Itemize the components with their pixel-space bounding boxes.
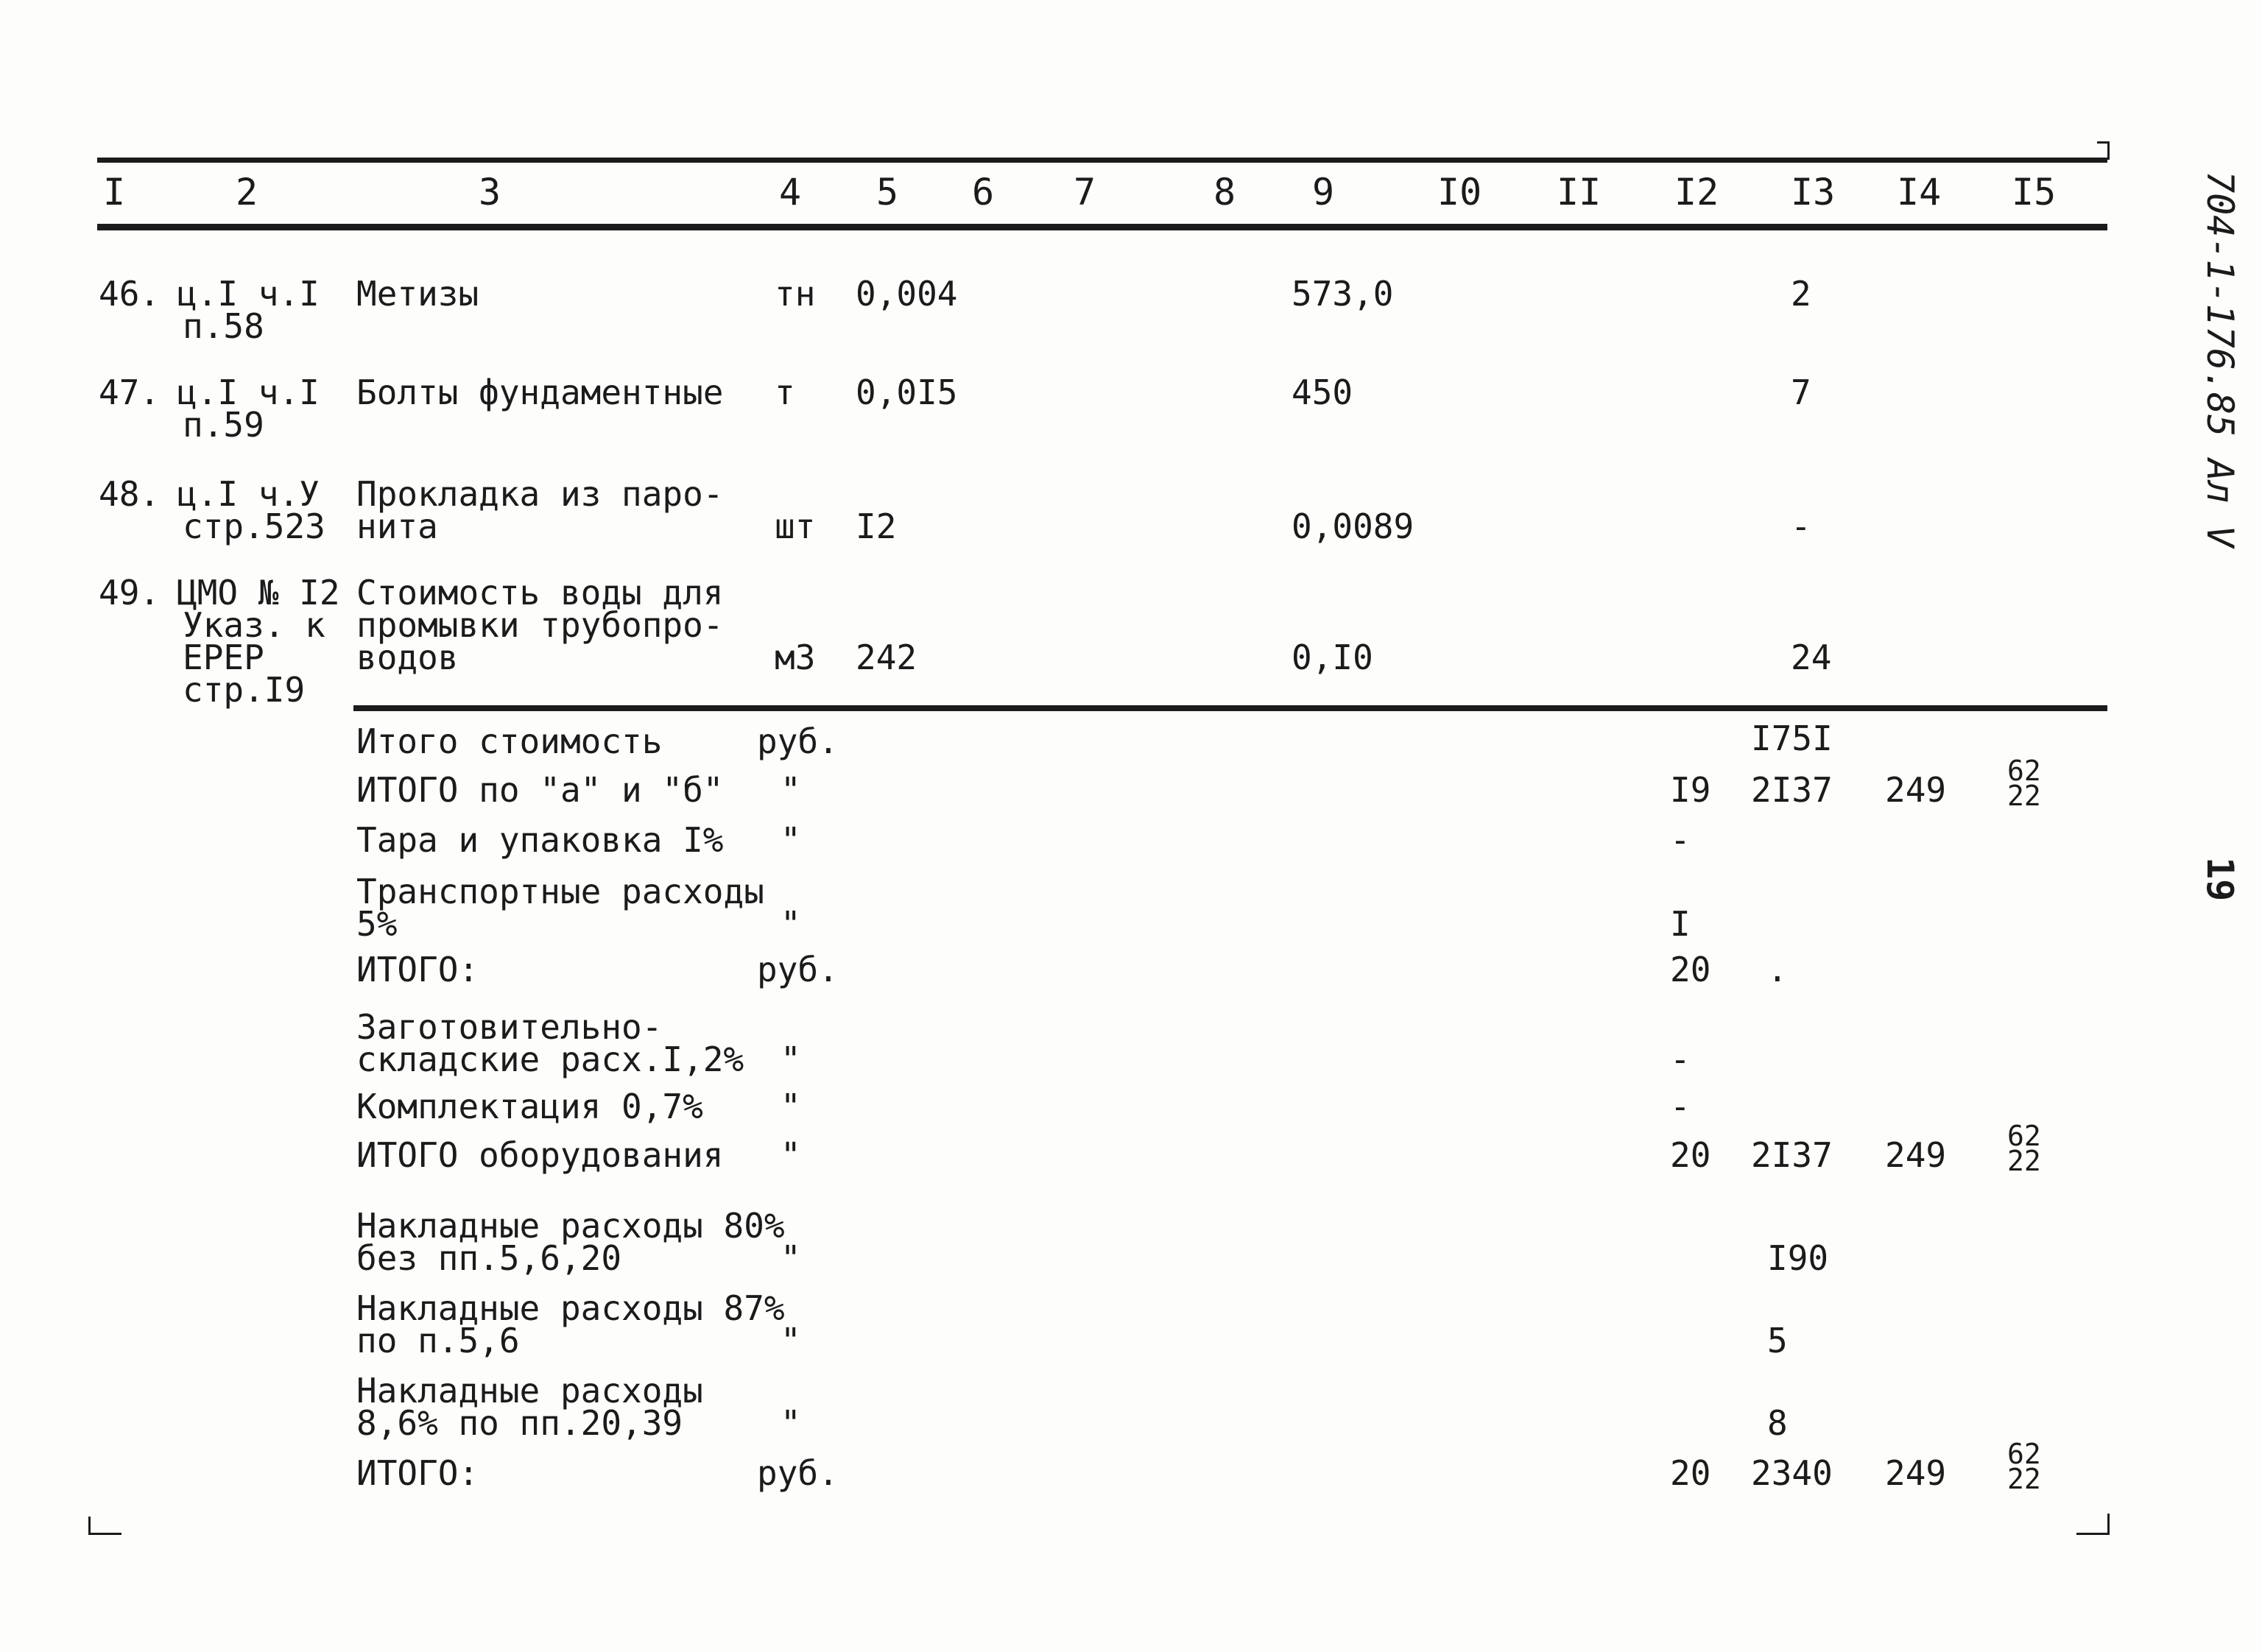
totals-unit: руб. — [757, 721, 839, 761]
totals-label: Заготовительно- — [356, 1007, 663, 1047]
row-quantity: 0,0I5 — [856, 373, 958, 412]
top-rule — [97, 158, 2107, 163]
totals-col-15-fraction — [2007, 755, 2041, 812]
totals-col-14: 249 — [1885, 1135, 1947, 1175]
row-name: Болты фундаментные — [356, 373, 724, 412]
column-header-9: 9 — [1312, 171, 1335, 213]
fraction-top: 62 — [2007, 755, 2041, 787]
totals-col-12: 20 — [1670, 950, 1711, 989]
column-header-11: II — [1557, 171, 1602, 213]
column-header-14: I4 — [1897, 171, 1942, 213]
row-name: нита — [356, 506, 438, 546]
row-number: 49. — [99, 573, 161, 613]
totals-col-12: 20 — [1670, 1453, 1711, 1493]
totals-label: Транспортные расходы — [356, 872, 764, 911]
fraction-top: 62 — [2007, 1438, 2041, 1470]
totals-col-12: I — [1670, 904, 1691, 944]
corner-mark-top-right — [2097, 141, 2110, 160]
row-price: 0,I0 — [1292, 638, 1373, 677]
row-cost: - — [1791, 506, 1811, 546]
totals-col-14: 249 — [1885, 770, 1947, 810]
totals-unit: руб. — [757, 1453, 839, 1493]
row-price: 0,0089 — [1292, 506, 1414, 546]
column-header-15: I5 — [2012, 171, 2057, 213]
row-reference: стр.523 — [183, 506, 325, 546]
row-quantity: I2 — [856, 506, 897, 546]
row-name: Стоимость воды для — [356, 573, 724, 613]
column-header-6: 6 — [972, 171, 995, 213]
totals-col-12: 20 — [1670, 1135, 1711, 1175]
row-number: 47. — [99, 373, 161, 412]
totals-col-13: I90 — [1767, 1238, 1829, 1278]
totals-rule — [353, 705, 2107, 711]
totals-col-14: 249 — [1885, 1453, 1947, 1493]
totals-label: по п.5,6 — [356, 1321, 520, 1360]
totals-col-12: - — [1670, 1087, 1691, 1126]
row-unit: м3 — [775, 638, 816, 677]
row-reference: Указ. к — [183, 605, 325, 645]
totals-label: Накладные расходы — [356, 1371, 703, 1411]
totals-unit: " — [781, 1039, 801, 1079]
totals-label: Накладные расходы 87% — [356, 1288, 785, 1328]
totals-unit: " — [781, 770, 801, 810]
totals-unit: " — [781, 1135, 801, 1175]
row-reference: ЦМО № I2 — [177, 573, 340, 613]
row-number: 48. — [99, 474, 161, 514]
row-reference: п.59 — [183, 405, 264, 445]
totals-col-15-fraction — [2007, 1438, 2041, 1495]
row-reference: ЕРЕР — [183, 638, 264, 677]
totals-label: Комплектация 0,7% — [356, 1087, 703, 1126]
totals-label: ИТОГО: — [356, 950, 479, 989]
totals-label: ИТОГО оборудования — [356, 1135, 724, 1175]
row-unit: тн — [775, 274, 816, 314]
totals-col-13: I75I — [1751, 719, 1833, 758]
row-price: 450 — [1292, 373, 1353, 412]
column-header-4: 4 — [779, 171, 802, 213]
column-header-13: I3 — [1791, 171, 1836, 213]
row-quantity: 242 — [856, 638, 917, 677]
row-number: 46. — [99, 274, 161, 314]
row-name: промывки трубопро- — [356, 605, 724, 645]
column-header-5: 5 — [876, 171, 899, 213]
totals-label: 8,6% по пп.20,39 — [356, 1403, 683, 1443]
corner-mark-bottom-left — [88, 1517, 121, 1535]
totals-col-13: 2I37 — [1751, 1135, 1833, 1175]
row-unit: шт — [775, 506, 816, 546]
fraction-bottom: 22 — [2007, 1145, 2041, 1177]
column-header-2: 2 — [236, 171, 258, 213]
row-unit: т — [775, 373, 795, 412]
row-reference: п.58 — [183, 306, 264, 346]
row-name: Метизы — [356, 274, 479, 314]
totals-col-13: 8 — [1767, 1403, 1788, 1443]
row-cost: 2 — [1791, 274, 1811, 314]
totals-label: 5% — [356, 904, 398, 944]
column-header-7: 7 — [1074, 171, 1096, 213]
totals-col-15-fraction — [2007, 1120, 2041, 1177]
totals-label: Накладные расходы 80% — [356, 1206, 785, 1246]
totals-label: Тара и упаковка I% — [356, 820, 724, 860]
totals-unit: " — [781, 904, 801, 944]
fraction-bottom: 22 — [2007, 1463, 2041, 1495]
totals-unit: " — [781, 1087, 801, 1126]
page-number: 19 — [2199, 857, 2241, 902]
row-name: Прокладка из паро- — [356, 474, 724, 514]
totals-col-13: 5 — [1767, 1321, 1788, 1360]
document-code: 704-1-176.85 Ал V — [2199, 171, 2241, 548]
column-header-1: I — [103, 171, 126, 213]
totals-col-13: . — [1767, 950, 1788, 989]
column-header-8: 8 — [1213, 171, 1236, 213]
fraction-bottom: 22 — [2007, 780, 2041, 812]
totals-unit: " — [781, 1321, 801, 1360]
corner-mark-bottom-right — [2076, 1514, 2110, 1535]
totals-label: Итого стоимость — [356, 721, 663, 761]
totals-unit: " — [781, 820, 801, 860]
column-header-10: I0 — [1437, 171, 1482, 213]
fraction-top: 62 — [2007, 1120, 2041, 1152]
column-header-3: 3 — [479, 171, 501, 213]
row-quantity: 0,004 — [856, 274, 958, 314]
totals-label: ИТОГО: — [356, 1453, 479, 1493]
totals-col-12: I9 — [1670, 770, 1711, 810]
totals-col-12: - — [1670, 1039, 1691, 1079]
row-reference: стр.I9 — [183, 670, 306, 710]
totals-unit: руб. — [757, 950, 839, 989]
row-reference: ц.I ч.I — [177, 274, 320, 314]
row-name: водов — [356, 638, 459, 677]
totals-col-13: 2I37 — [1751, 770, 1833, 810]
totals-unit: " — [781, 1238, 801, 1278]
row-price: 573,0 — [1292, 274, 1394, 314]
totals-unit: " — [781, 1403, 801, 1443]
totals-col-13: 2340 — [1751, 1453, 1833, 1493]
totals-label: ИТОГО по "а" и "б" — [356, 770, 724, 810]
row-cost: 7 — [1791, 373, 1811, 412]
header-rule — [97, 224, 2107, 230]
totals-label: складские расх.I,2% — [356, 1039, 744, 1079]
totals-col-12: - — [1670, 820, 1691, 860]
row-reference: ц.I ч.I — [177, 373, 320, 412]
row-reference: ц.I ч.У — [177, 474, 320, 514]
column-header-12: I2 — [1674, 171, 1719, 213]
totals-label: без пп.5,6,20 — [356, 1238, 622, 1278]
row-cost: 24 — [1791, 638, 1832, 677]
